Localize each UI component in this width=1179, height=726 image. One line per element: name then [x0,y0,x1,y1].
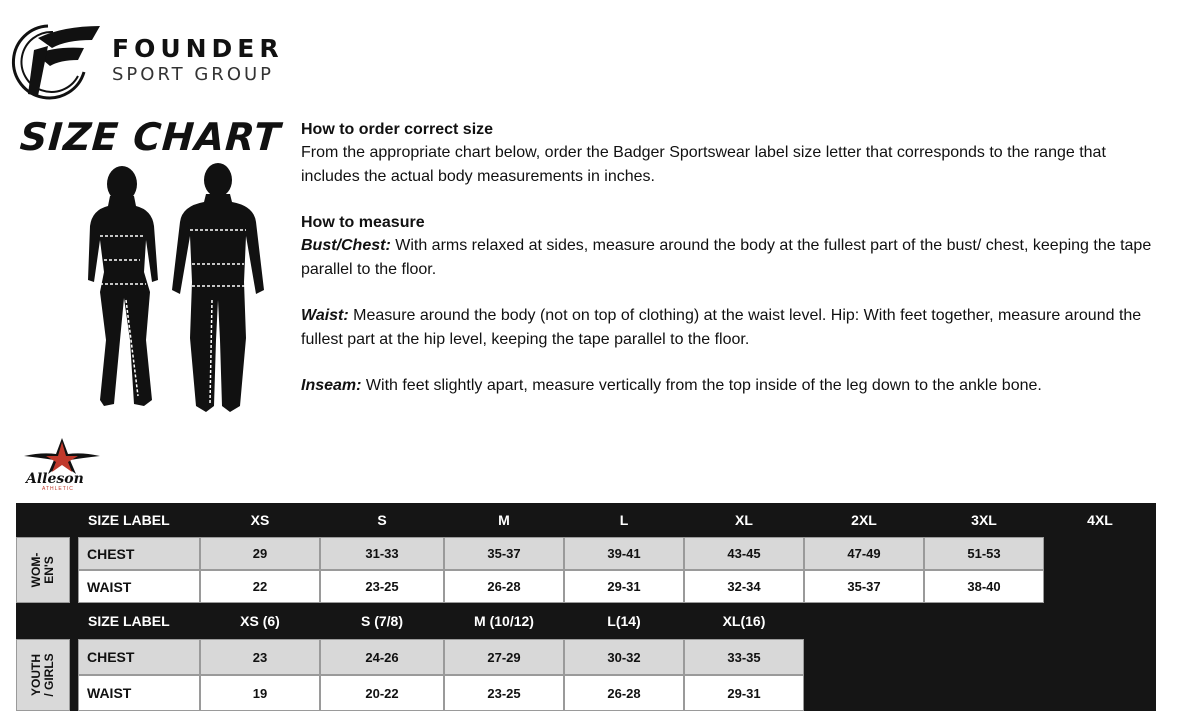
womens-size-2xl: 2XL [851,512,877,528]
youth-size-l: L(14) [607,613,641,629]
womens-waist-m: 26-28 [444,570,564,603]
womens-waist-2xl: 35-37 [804,570,924,603]
founder-f-swoosh-icon [8,20,104,102]
bust-text: With arms relaxed at sides, measure around the body at the fullest part of the bust/ chest, keeping the tape parallel to the floor. [301,237,1152,278]
womens-size-l: L [619,512,629,528]
womens-chest-xs: 29 [200,537,320,570]
womens-size-3xl: 3XL [971,512,997,528]
womens-chest-s: 31-33 [320,537,444,570]
alleson-subtitle: ATHLETIC [42,486,74,492]
order-heading: How to order correct size [301,121,494,138]
body-silhouettes-icon [80,160,270,425]
youth-waist-xl: 29-31 [684,675,804,711]
womens-chest-xl: 43-45 [684,537,804,570]
womens-chest-l: 39-41 [564,537,684,570]
size-table [16,503,1156,711]
waist-text: Measure around the body (not on top of clothing) at the waist level. Hip: With feet together, measure around the fullest part at the hip level, keeping the tape parallel to the floor. [301,307,1142,348]
page-title: SIZE CHART [18,115,283,159]
youth-waist-xs: 19 [200,675,320,711]
womens-chest-label: CHEST [78,537,200,570]
instructions [301,118,1161,398]
womens-chest-2xl: 47-49 [804,537,924,570]
womens-waist-xl: 32-34 [684,570,804,603]
womens-side-label-box [16,537,70,603]
alleson-logo [22,432,102,494]
youth-size-s: S (7/8) [360,613,403,629]
youth-side-label: YOUTH / GIRLS [29,653,56,697]
alleson-name: Alleson [26,471,84,487]
youth-waist-m: 23-25 [444,675,564,711]
bust-term: Bust/Chest: [301,237,391,254]
youth-waist-l: 26-28 [564,675,684,711]
womens-size-xl: XL [735,512,753,528]
womens-waist-label: WAIST [78,570,200,603]
youth-chest-xl: 33-35 [684,639,804,675]
womens-size-label-header: SIZE LABEL [88,512,170,528]
waist-term: Waist: [301,307,349,324]
womens-waist-l: 29-31 [564,570,684,603]
youth-chest-s: 24-26 [320,639,444,675]
inseam-term: Inseam: [301,377,362,394]
womens-chest-m: 35-37 [444,537,564,570]
order-text: From the appropriate chart below, order the Badger Sportswear label size letter that corresponds to the range that includes the actual body measurements in inches. [301,144,1106,185]
womens-size-4xl: 4XL [1087,512,1113,528]
womens-size-s: S [377,512,387,528]
brand-subtitle: SPORT GROUP [112,64,275,85]
measure-heading: How to measure [301,214,425,231]
youth-waist-s: 20-22 [320,675,444,711]
youth-side-label-box [16,639,70,711]
womens-size-xs: XS [250,512,270,528]
inseam-instruction [301,374,1161,398]
youth-size-label-header: SIZE LABEL [88,613,170,629]
youth-size-xl: XL(16) [722,613,766,629]
womens-size-m: M [498,512,510,528]
youth-chest-m: 27-29 [444,639,564,675]
youth-waist-label: WAIST [78,675,200,711]
alleson-star-icon [22,432,102,474]
brand-name: FOUNDER [112,34,284,63]
womens-side-label: WOM- EN'S [29,552,56,588]
womens-waist-xs: 22 [200,570,320,603]
youth-chest-l: 30-32 [564,639,684,675]
inseam-text: With feet slightly apart, measure vertically from the top inside of the leg down to the ankle bone. [361,377,1042,394]
bust-instruction [301,234,1161,281]
womens-waist-3xl: 38-40 [924,570,1044,603]
youth-size-xs: XS (6) [240,613,280,629]
womens-waist-s: 23-25 [320,570,444,603]
youth-chest-xs: 23 [200,639,320,675]
waist-instruction [301,304,1161,351]
founder-logo [8,20,284,102]
womens-chest-3xl: 51-53 [924,537,1044,570]
youth-size-m: M (10/12) [474,613,534,629]
youth-chest-label: CHEST [78,639,200,675]
